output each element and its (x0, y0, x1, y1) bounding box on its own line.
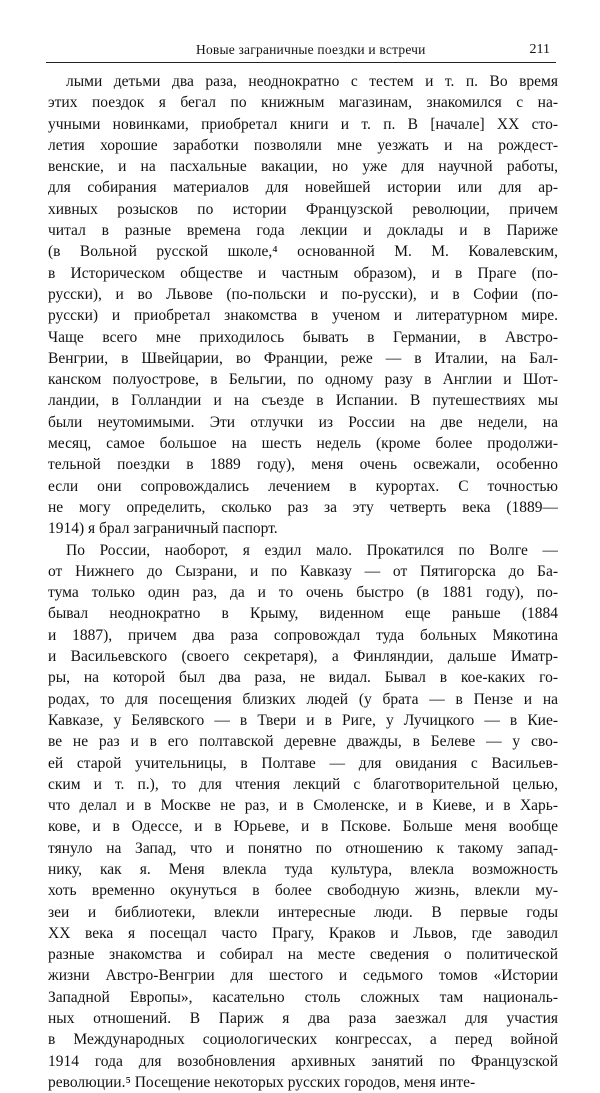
text-line: ры, на которой был два раза, не видал. Бывал в кое-каких го- (48, 669, 558, 687)
page-number: 211 (529, 42, 550, 57)
running-head (46, 40, 556, 63)
text-line: летия хорошие заработки позволяли мне уезжать и на рождест- (48, 136, 558, 154)
text-line: жизни Австро-Венгрии для шестого и седьмого томов «Истории (48, 967, 558, 985)
text-line: нику, как я. Меня влекла туда культура, влекла возможность (48, 860, 558, 878)
text-line: тельной поездки в 1889 году), меня очень освежали, особенно (48, 456, 558, 474)
text-line: если они сопровождались лечением в курортах. С точностью (48, 477, 558, 495)
text-line: были неутомимыми. Эти отлучки из России на две недели, на (48, 413, 558, 431)
running-title: Новые заграничные поездки и встречи (196, 42, 426, 57)
text-line: 1914) я брал заграничный паспорт. (48, 520, 278, 538)
text-line: ных отношений. В Париж я два раза заезжал для участия (48, 1010, 558, 1028)
text-line: XX века я посещал часто Прагу, Краков и Львов, где заводил (48, 924, 558, 942)
text-line: хоть временно окунуться в более свободную жизнь, влекли му- (48, 882, 558, 900)
text-line: По России, наоборот, я ездил мало. Прокатился по Волге — (66, 541, 558, 559)
text-line: этих поездок я бегал по книжным магазинам, знакомился с на- (48, 94, 558, 112)
text-line: лыми детьми два раза, неоднократно с тестем и т. п. Во время (66, 73, 558, 90)
paragraph-2 (48, 540, 558, 1093)
body-text (48, 71, 558, 1093)
text-line: родах, то для посещения близких людей (у брата — в Пензе и на (48, 690, 558, 708)
text-line: Кавказе, у Белявского — в Твери и в Риге, у Лучицкого — в Кие- (48, 711, 558, 729)
text-line: тума только один раз, да и то очень быстро (в 1881 году), по- (48, 584, 558, 602)
text-line: (в Вольной русской школе,⁴ основанной М. М. Ковалевским, (48, 243, 558, 261)
text-line: читал в разные времена года лекции и доклады и в Париже (48, 222, 558, 240)
text-line: хивных розысков по истории Французской революции, причем (48, 200, 558, 218)
text-line: кове, и в Одессе, и в Юрьеве, и в Пскове. Больше меня вообще (48, 818, 558, 836)
text-line: Западной Европы», касательно столь сложных там националь- (48, 988, 558, 1006)
text-line: венские, и на пасхальные вакации, но уже для научной работы, (48, 158, 558, 176)
text-line: для собирания материалов для новейшей истории или для ар- (48, 179, 558, 197)
text-line: ве не раз и в его полтавской деревне дважды, в Белеве — у сво- (48, 733, 558, 751)
text-line: разные знакомства и собирал на месте сведения о политической (48, 946, 558, 964)
text-line: Чаще всего мне приходилось бывать в Германии, в Австро- (48, 328, 558, 346)
text-line: и Васильевского (своего секретаря), а Финляндии, дальше Иматр- (48, 648, 558, 666)
text-line: что делал и в Москве не раз, и в Смоленске, и в Киеве, и в Харь- (48, 797, 558, 815)
text-line: ей старой учительницы, в Полтаве — для овидания с Васильев- (48, 754, 558, 772)
paragraph-1 (48, 71, 558, 540)
text-line: месяц, самое большое на шесть недель (кроме более продолжи- (48, 435, 558, 453)
text-line: не могу определить, сколько раз за эту четверть века (1889— (48, 498, 558, 516)
text-line: ландии, в Голландии и на съезде в Испании. В путешествиях мы (48, 392, 558, 410)
text-line: канском полуострове, в Бельгии, по одному разу в Англии и Шот- (48, 371, 558, 389)
text-line: бывал неоднократно в Крыму, виденном еще раньше (1884 (48, 605, 558, 623)
text-line: революции.⁵ Посещение некоторых русских городов, меня инте- (48, 1073, 476, 1091)
text-line: учными новинками, приобретал книги и т. п. В [начале] XX сто- (48, 115, 558, 133)
text-line: в Историческом обществе и частным образом), и в Праге (по- (48, 264, 558, 282)
text-line: ским и т. п.), то для чтения лекций с благотворительной целью, (48, 775, 558, 793)
text-line: и 1887), причем два раза сопровождал туда больных Мякотина (48, 626, 558, 644)
text-line: тянуло на Запад, что и понятно по отношению к такому запад- (48, 839, 558, 857)
text-line: русски), и во Львове (по-польски и по-русски), и в Софии (по- (48, 285, 558, 303)
text-line: в Международных социологических конгрессах, а перед войной (48, 1031, 558, 1049)
text-line: русски) и приобретал знакомства в ученом и литературном мире. (48, 307, 558, 325)
text-line: 1914 года для возобновления архивных занятий по Французской (48, 1052, 558, 1070)
text-line: Венгрии, в Швейцарии, во Франции, реже — в Италии, на Бал- (48, 349, 558, 367)
text-line: зеи и библиотеки, влекли интересные люди. В первые годы (48, 903, 558, 921)
text-line: от Нижнего до Сызрани, и по Кавказу — от Пятигорска до Ба- (48, 562, 558, 580)
